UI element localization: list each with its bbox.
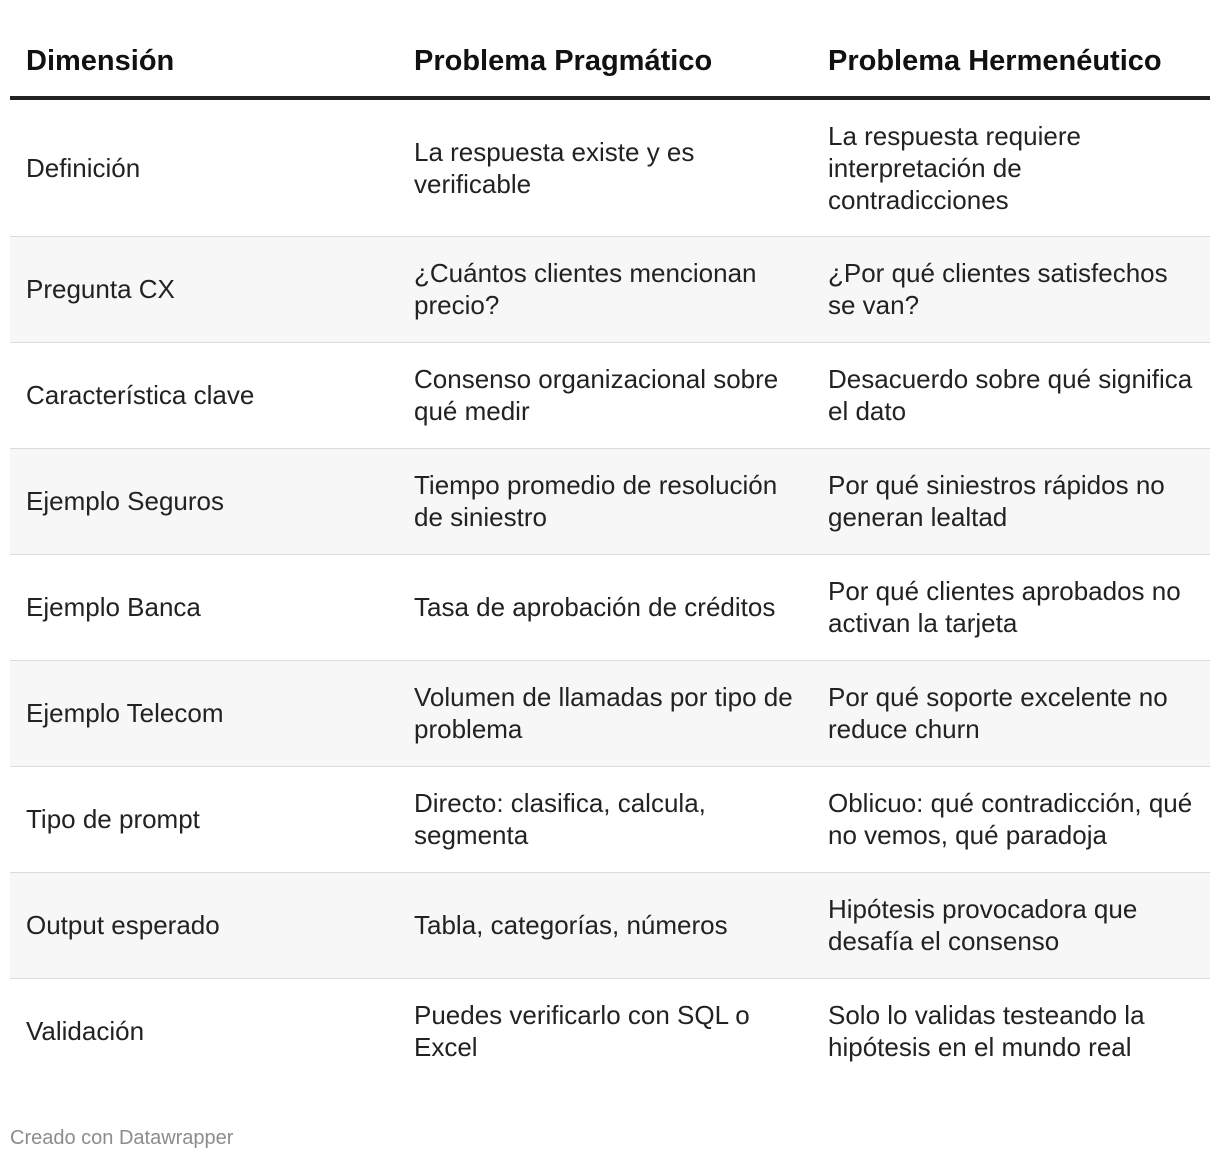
table-row xyxy=(10,766,1210,872)
cell-hermeneutic: Oblicuo: qué contradicción, qué no vemos, qué paradoja xyxy=(828,788,1193,850)
table-row xyxy=(10,448,1210,554)
cell-dimension: Definición xyxy=(26,152,141,183)
cell-pragmatic: Puedes verificarlo con SQL o Excel xyxy=(414,1000,750,1063)
comparison-table xyxy=(10,28,1210,1084)
cell-hermeneutic: Por qué siniestros rápidos no generan lealtad xyxy=(828,470,1165,532)
header-hermeneutic: Problema Hermenéutico xyxy=(811,28,1210,98)
cell-dimension: Ejemplo Telecom xyxy=(26,698,224,728)
cell-pragmatic: Tabla, categorías, números xyxy=(414,910,728,940)
table-row xyxy=(10,236,1210,342)
cell-pragmatic: ¿Cuántos clientes mencionan precio? xyxy=(414,258,757,320)
header-pragmatic: Problema Pragmático xyxy=(397,28,811,98)
cell-dimension: Tipo de prompt xyxy=(26,804,200,834)
table-row xyxy=(10,554,1210,660)
cell-hermeneutic: Por qué soporte excelente no reduce churn xyxy=(828,682,1168,744)
cell-hermeneutic: Por qué clientes aprobados no activan la tarjeta xyxy=(828,576,1181,638)
cell-pragmatic: Tasa de aprobación de créditos xyxy=(414,592,776,622)
comparison-table-container xyxy=(10,28,1210,1084)
cell-dimension: Output esperado xyxy=(26,910,220,940)
cell-pragmatic: Consenso organizacional sobre qué medir xyxy=(414,364,779,426)
cell-dimension: Pregunta CX xyxy=(26,274,175,304)
cell-pragmatic: Directo: clasifica, calcula, segmenta xyxy=(414,788,706,850)
cell-pragmatic: Volumen de llamadas por tipo de problema xyxy=(414,682,793,744)
table-row xyxy=(10,98,1210,236)
cell-pragmatic: Tiempo promedio de resolución de siniestro xyxy=(414,470,778,532)
table-header xyxy=(10,28,1210,98)
header-row xyxy=(10,28,1210,98)
cell-hermeneutic: Solo lo validas testeando la hipótesis en el mundo real xyxy=(828,1000,1145,1063)
table-body xyxy=(10,98,1210,1084)
cell-dimension: Ejemplo Seguros xyxy=(26,486,224,516)
header-dimension: Dimensión xyxy=(10,28,397,98)
cell-hermeneutic: Hipótesis provocadora que desafía el consenso xyxy=(828,894,1138,956)
cell-dimension: Ejemplo Banca xyxy=(26,592,201,622)
table-row xyxy=(10,978,1210,1084)
cell-dimension: Validación xyxy=(26,1016,145,1047)
table-row xyxy=(10,872,1210,978)
table-row xyxy=(10,660,1210,766)
cell-pragmatic: La respuesta existe y es verificable xyxy=(414,136,695,199)
cell-dimension: Característica clave xyxy=(26,380,255,410)
cell-hermeneutic: ¿Por qué clientes satisfechos se van? xyxy=(828,258,1168,320)
cell-hermeneutic: La respuesta requiere interpretación de contradicciones xyxy=(828,120,1081,215)
table-row xyxy=(10,342,1210,448)
cell-hermeneutic: Desacuerdo sobre qué significa el dato xyxy=(828,364,1193,426)
footer-credit: Creado con Datawrapper xyxy=(10,1127,234,1149)
